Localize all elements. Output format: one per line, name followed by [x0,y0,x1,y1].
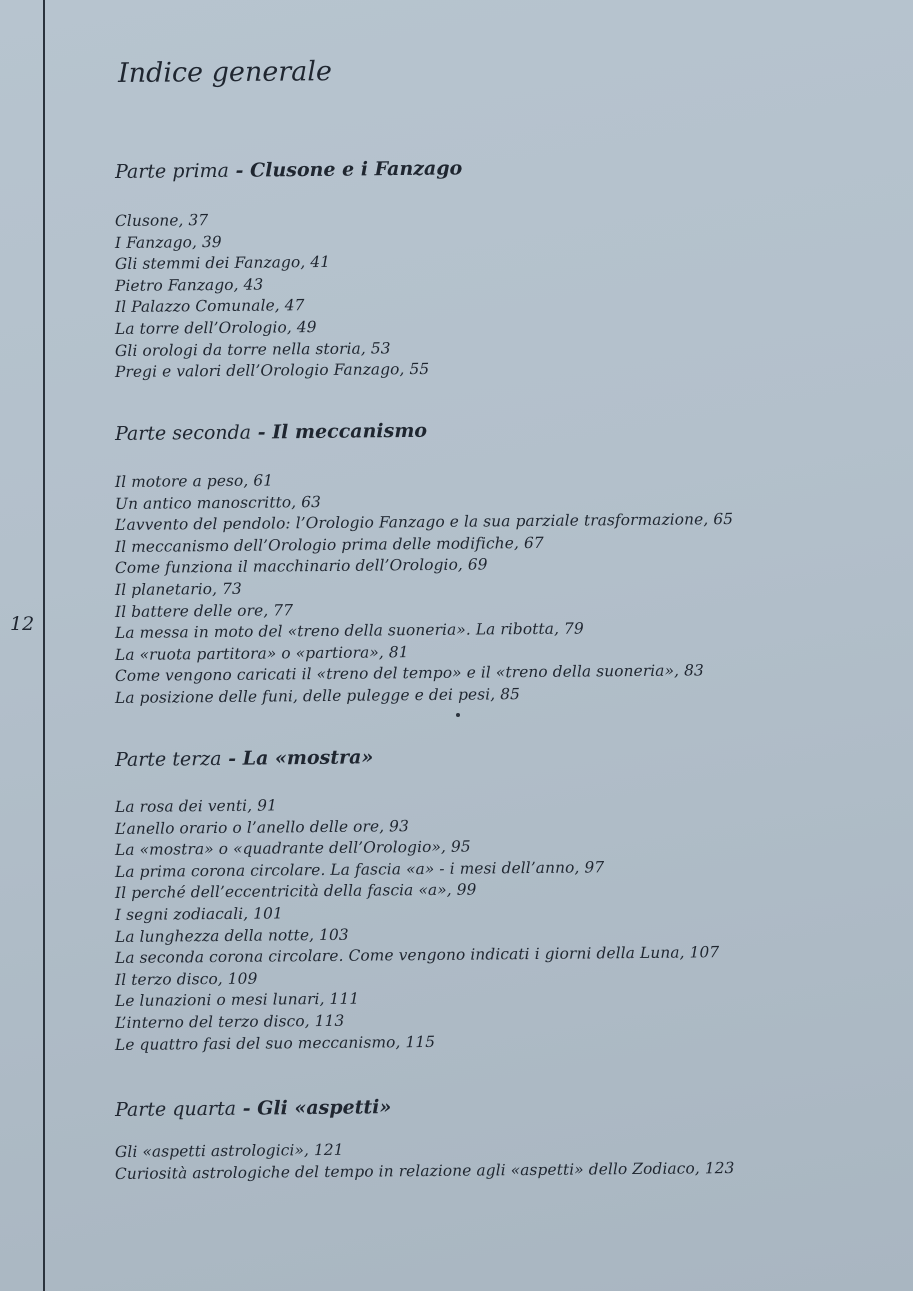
toc-entry: Il perché dell’eccentricità della fascia «a», 99 [114,880,477,903]
entry-list [115,1142,875,1185]
toc-entry: La messa in moto del «treno della suoneria». La ribotta, 79 [114,619,584,643]
part-label: Parte prima [114,159,230,183]
toc-entry: I segni zodiacali, 101 [114,904,283,924]
part-name: Il meccanismo [272,419,428,444]
heading-separator: - [221,747,243,770]
toc-entry: Le quattro fasi del suo meccanismo, 115 [114,1032,436,1054]
heading-separator: - [228,159,251,182]
toc-entry: Il Palazzo Comunale, 47 [114,296,305,317]
toc-entry: Il terzo disco, 109 [114,969,258,989]
section-heading [115,414,875,446]
section-heading [115,740,875,772]
part-label: Parte seconda [114,421,252,445]
toc-entry: Gli stemmi dei Fanzago, 41 [114,253,331,274]
toc-entry: Le lunazioni o mesi lunari, 111 [114,990,360,1011]
heading-separator: - [250,421,273,444]
toc-entry: L’avvento del pendolo: l’Orologio Fanzago e la sua parziale trasformazione, 65 [114,510,734,535]
toc-entry: Il planetario, 73 [114,579,242,599]
toc-entry: La torre dell’Orologio, 49 [114,318,317,338]
section-heading [115,1090,875,1122]
toc-entry: Come vengono caricati il «treno del tempo» e il «treno della suoneria», 83 [114,661,704,686]
part-label: Parte terza [114,747,222,771]
toc-entry: L’interno del terzo disco, 113 [114,1011,345,1032]
toc-entry: La «mostra» o «quadrante dell’Orologio», 95 [114,837,471,860]
entry-list [115,211,875,384]
part-name: Clusone e i Fanzago [249,157,463,182]
toc-entry: La prima corona circolare. La fascia «a» - i mesi dell’anno, 97 [114,858,605,881]
toc-entry: La posizione delle funi, delle pulegge e dei pesi, 85 [114,685,521,707]
section-parte-quarta [115,1098,875,1185]
section-parte-terza [115,748,875,1056]
part-label: Parte quarta [114,1097,237,1121]
toc-entry: I Fanzago, 39 [114,232,222,252]
toc-entry: L’anello orario o l’anello delle ore, 93 [114,816,410,838]
toc-entry: Pietro Fanzago, 43 [114,275,264,295]
speck-dot [456,713,460,717]
margin-rule [43,0,45,1291]
page-number: 12 [10,613,35,635]
section-parte-prima [114,157,875,384]
section-parte-seconda [114,419,875,710]
toc-entry: Gli «aspetti astrologici», 121 [114,1140,344,1161]
section-heading [115,152,875,184]
entry-list [115,472,875,710]
toc-entry: Il battere delle ore, 77 [114,600,294,621]
toc-entry: Il motore a peso, 61 [114,471,274,491]
heading-separator: - [235,1097,258,1120]
part-name: La «mostra» [242,746,374,770]
toc-entry: La «ruota partitora» o «partiora», 81 [114,642,409,664]
toc-entry: Curiosità astrologiche del tempo in relazione agli «aspetti» dello Zodiaco, 123 [114,1158,735,1183]
toc-entry: Il meccanismo dell’Orologio prima delle modifiche, 67 [114,533,544,556]
toc-entry: La seconda corona circolare. Come vengono indicati i giorni della Luna, 107 [114,943,720,968]
toc-entry: Pregi e valori dell’Orologio Fanzago, 55 [114,360,430,382]
toc-entry: Come funziona il macchinario dell’Orologio, 69 [114,555,488,578]
part-name: Gli «aspetti» [257,1096,392,1120]
toc-entry: Clusone, 37 [114,211,209,230]
toc-entry: La lunghezza della notte, 103 [114,925,349,946]
toc-entry: Un antico manoscritto, 63 [114,492,322,513]
toc-entry: La rosa dei venti, 91 [114,796,278,816]
toc-entry: Gli orologi da torre nella storia, 53 [114,338,391,360]
entry-list [115,797,875,1056]
page-title: Indice generale [117,56,333,89]
